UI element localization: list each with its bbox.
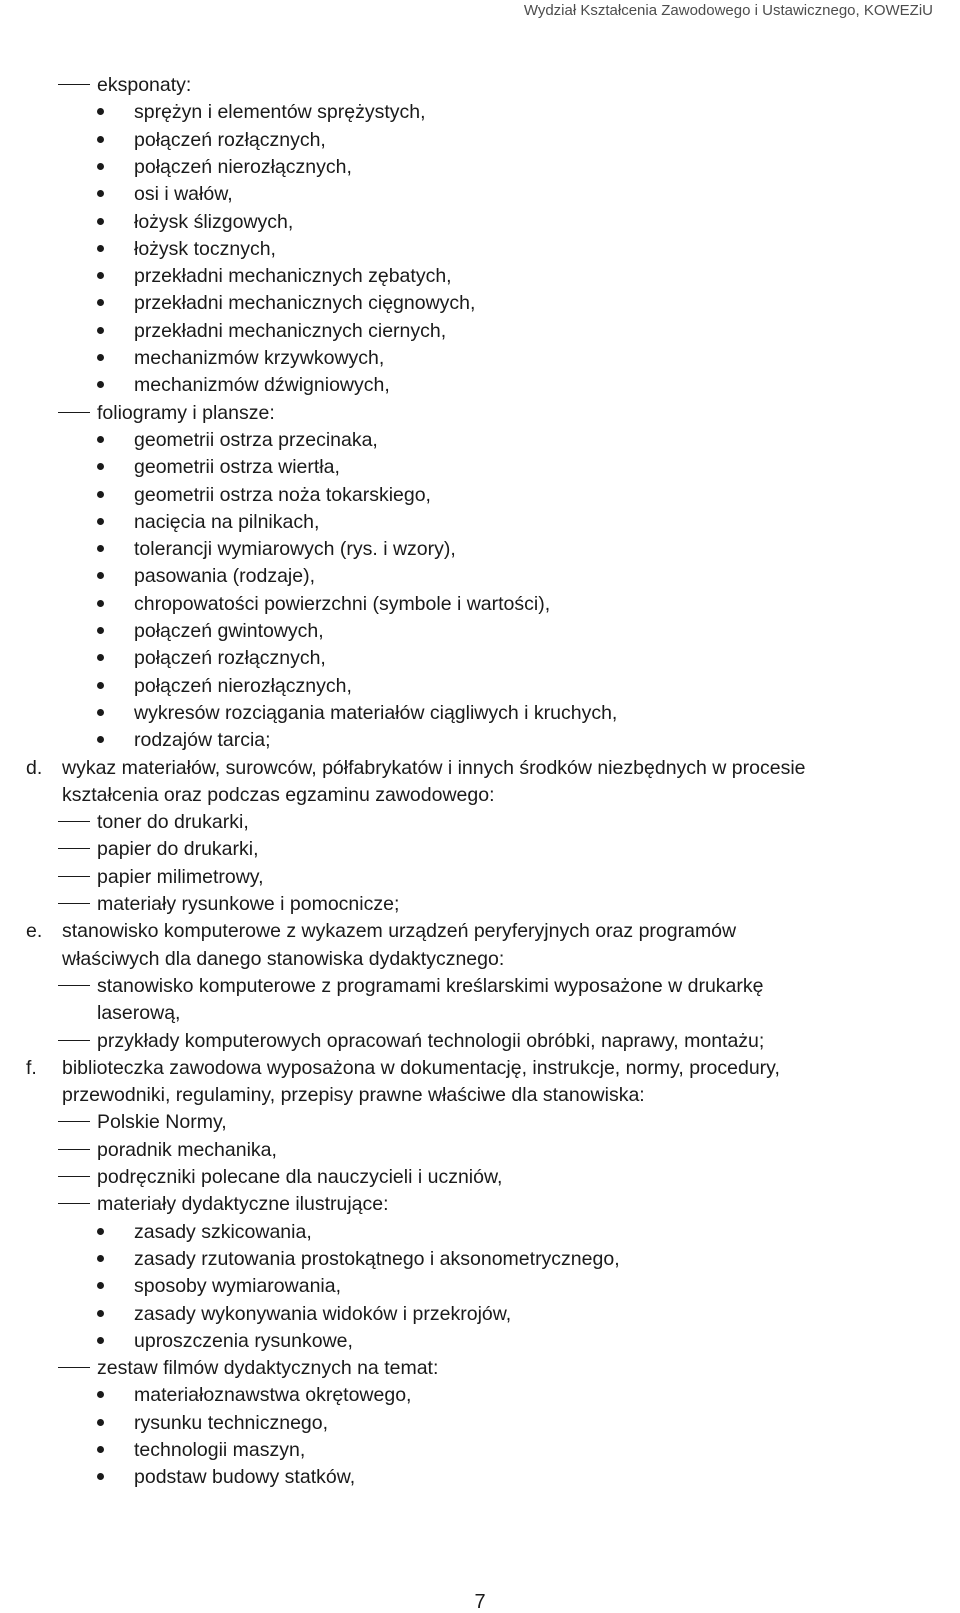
dash-bullet-icon (58, 1367, 90, 1368)
list-item-text: pasowania (rodzaje), (134, 565, 316, 588)
dot-bullet-icon (97, 327, 104, 334)
list-line (0, 180, 960, 208)
list-letter: d. (26, 756, 43, 779)
dot-bullet-icon (97, 218, 104, 225)
list-line (0, 1108, 960, 1136)
dash-bullet-icon (58, 1203, 90, 1204)
list-line (0, 808, 960, 836)
list-item-text: osi i wałów, (134, 183, 233, 206)
list-item-text: papier do drukarki, (97, 838, 259, 861)
list-line (0, 1136, 960, 1164)
list-item-text: foliogramy i plansze: (97, 401, 275, 424)
dash-bullet-icon (58, 876, 90, 877)
list-line (0, 1054, 960, 1082)
list-line (0, 699, 960, 727)
list-item-text: rodzajów tarcia; (134, 729, 271, 752)
dash-bullet-icon (58, 903, 90, 904)
list-item-text: eksponaty: (97, 74, 192, 96)
list-item-text: połączeń gwintowych, (134, 620, 324, 642)
list-item-text: przekładni mechanicznych zębatych, (134, 265, 452, 288)
list-letter: e. (26, 920, 43, 943)
list-line (0, 317, 960, 345)
list-line (0, 1300, 960, 1328)
list-line (0, 289, 960, 317)
list-item-text: chropowatości powierzchni (symbole i wartości), (134, 592, 551, 615)
list-item-text: zasady rzutowania prostokątnego i aksonometrycznego, (134, 1247, 620, 1270)
list-item-text: łożysk tocznych, (134, 237, 276, 260)
list-item-text: materiały rysunkowe i pomocnicze; (97, 893, 400, 915)
dot-bullet-icon (97, 1255, 104, 1262)
dash-bullet-icon (58, 1176, 90, 1177)
list-item-text: materiały dydaktyczne ilustrujące: (97, 1193, 389, 1216)
list-line (0, 1245, 960, 1273)
dot-bullet-icon (97, 108, 104, 115)
list-item-text: technologii maszyn, (134, 1439, 306, 1461)
list-item-text: rysunku technicznego, (134, 1411, 329, 1434)
list-item-text: łożysk ślizgowych, (134, 210, 294, 233)
list-line (0, 562, 960, 590)
dot-bullet-icon (97, 136, 104, 143)
list-item-text: Polskie Normy, (97, 1111, 227, 1134)
list-line (0, 481, 960, 509)
dash-bullet-icon (58, 985, 90, 986)
dot-bullet-icon (97, 1282, 104, 1289)
list-item-text: papier milimetrowy, (97, 865, 264, 888)
list-line (0, 1354, 960, 1382)
list-line (0, 863, 960, 891)
list-item-text: mechanizmów krzywkowych, (134, 347, 385, 369)
list-item-text: połączeń nierozłącznych, (134, 674, 352, 697)
list-line (0, 1081, 960, 1109)
list-item-text: przewodniki, regulaminy, przepisy prawne właściwe dla stanowiska: (62, 1084, 645, 1107)
list-line (0, 344, 960, 372)
list-item-text: sposoby wymiarowania, (134, 1275, 342, 1298)
list-line (0, 972, 960, 1000)
list-item-text: zasady wykonywania widoków i przekrojów, (134, 1302, 512, 1325)
list-line (0, 399, 960, 427)
dot-bullet-icon (97, 299, 104, 306)
list-line (0, 262, 960, 290)
list-item-text: stanowisko komputerowe z programami kreślarskimi wyposażone w drukarkę (97, 974, 764, 997)
dot-bullet-icon (97, 1391, 104, 1398)
dot-bullet-icon (97, 272, 104, 279)
dot-bullet-icon (97, 627, 104, 634)
list-line (0, 781, 960, 809)
list-line (0, 672, 960, 700)
list-line (0, 1436, 960, 1464)
list-line (0, 1027, 960, 1055)
dot-bullet-icon (97, 709, 104, 716)
list-line (0, 644, 960, 672)
list-line (0, 1463, 960, 1491)
list-line (0, 1272, 960, 1300)
list-item-text: podstaw budowy statków, (134, 1466, 356, 1489)
list-line (0, 617, 960, 645)
list-item-text: przekładni mechanicznych ciernych, (134, 319, 447, 342)
dash-bullet-icon (58, 821, 90, 822)
list-item-text: materiałoznawstwa okrętowego, (134, 1384, 412, 1407)
list-line (0, 890, 960, 918)
list-line (0, 208, 960, 236)
list-item-text: właściwych dla danego stanowiska dydaktycznego: (62, 947, 505, 970)
list-line (0, 1218, 960, 1246)
dot-bullet-icon (97, 1228, 104, 1235)
list-item-text: toner do drukarki, (97, 811, 249, 834)
list-line (0, 371, 960, 399)
dot-bullet-icon (97, 654, 104, 661)
dot-bullet-icon (97, 545, 104, 552)
list-line (0, 508, 960, 536)
list-item-text: biblioteczka zawodowa wyposażona w dokumentację, instrukcje, normy, procedury, (62, 1056, 780, 1079)
list-item-text: przekładni mechanicznych cięgnowych, (134, 292, 476, 315)
list-item-text: poradnik mechanika, (97, 1138, 277, 1161)
list-item-text: laserową, (97, 1002, 181, 1025)
list-item-text: geometrii ostrza przecinaka, (134, 428, 378, 451)
list-letter: f. (26, 1056, 37, 1079)
list-line (0, 1409, 960, 1437)
list-line (0, 153, 960, 181)
dot-bullet-icon (97, 354, 104, 361)
dash-bullet-icon (58, 1121, 90, 1122)
list-line (0, 999, 960, 1027)
list-item-text: uproszczenia rysunkowe, (134, 1329, 353, 1352)
list-line (0, 71, 960, 99)
list-item-text: wykresów rozciągania materiałów ciągliwych i kruchych, (134, 701, 618, 724)
list-line (0, 917, 960, 945)
list-line (0, 98, 960, 126)
list-line (0, 426, 960, 454)
list-line (0, 1163, 960, 1191)
dot-bullet-icon (97, 491, 104, 498)
list-item-text: geometrii ostrza wiertła, (134, 456, 340, 479)
list-line (0, 126, 960, 154)
list-line (0, 835, 960, 863)
dash-bullet-icon (58, 848, 90, 849)
dot-bullet-icon (97, 682, 104, 689)
dash-bullet-icon (58, 84, 90, 85)
page-header: Wydział Kształcenia Zawodowego i Ustawicznego, KOWEZiU (523, 2, 933, 19)
dash-bullet-icon (58, 412, 90, 413)
dot-bullet-icon (97, 1473, 104, 1480)
list-line (0, 945, 960, 973)
dash-bullet-icon (58, 1149, 90, 1150)
list-item-text: podręczniki polecane dla nauczycieli i uczniów, (97, 1166, 503, 1188)
list-line (0, 590, 960, 618)
list-line (0, 1381, 960, 1409)
list-item-text: zestaw filmów dydaktycznych na temat: (97, 1357, 439, 1380)
dot-bullet-icon (97, 600, 104, 607)
list-line (0, 754, 960, 782)
dot-bullet-icon (97, 1419, 104, 1426)
dot-bullet-icon (97, 1446, 104, 1453)
list-item-text: geometrii ostrza noża tokarskiego, (134, 483, 431, 506)
list-item-text: połączeń nierozłącznych, (134, 155, 352, 178)
list-line (0, 726, 960, 754)
dot-bullet-icon (97, 190, 104, 197)
page-number: 7 (474, 1591, 486, 1613)
dot-bullet-icon (97, 381, 104, 388)
list-item-text: zasady szkicowania, (134, 1220, 312, 1243)
list-item-text: kształcenia oraz podczas egzaminu zawodowego: (62, 783, 495, 806)
dot-bullet-icon (97, 436, 104, 443)
list-item-text: połączeń rozłącznych, (134, 647, 326, 670)
list-line (0, 453, 960, 481)
list-line (0, 1190, 960, 1218)
dot-bullet-icon (97, 518, 104, 525)
dot-bullet-icon (97, 245, 104, 252)
dash-bullet-icon (58, 1040, 90, 1041)
dot-bullet-icon (97, 736, 104, 743)
list-line (0, 535, 960, 563)
list-item-text: nacięcia na pilnikach, (134, 510, 320, 533)
list-item-text: wykaz materiałów, surowców, półfabrykatów i innych środków niezbędnych w procesie (62, 756, 806, 779)
list-item-text: mechanizmów dźwigniowych, (134, 374, 390, 397)
list-item-text: przykłady komputerowych opracowań technologii obróbki, naprawy, montażu; (97, 1029, 765, 1052)
list-line (0, 235, 960, 263)
list-item-text: sprężyn i elementów sprężystych, (134, 101, 426, 124)
dot-bullet-icon (97, 1310, 104, 1317)
list-item-text: tolerancji wymiarowych (rys. i wzory), (134, 538, 456, 561)
list-line (0, 1327, 960, 1355)
dot-bullet-icon (97, 163, 104, 170)
list-item-text: stanowisko komputerowe z wykazem urządzeń peryferyjnych oraz programów (62, 920, 737, 943)
dot-bullet-icon (97, 572, 104, 579)
dot-bullet-icon (97, 1337, 104, 1344)
list-item-text: połączeń rozłącznych, (134, 128, 326, 151)
dot-bullet-icon (97, 463, 104, 470)
